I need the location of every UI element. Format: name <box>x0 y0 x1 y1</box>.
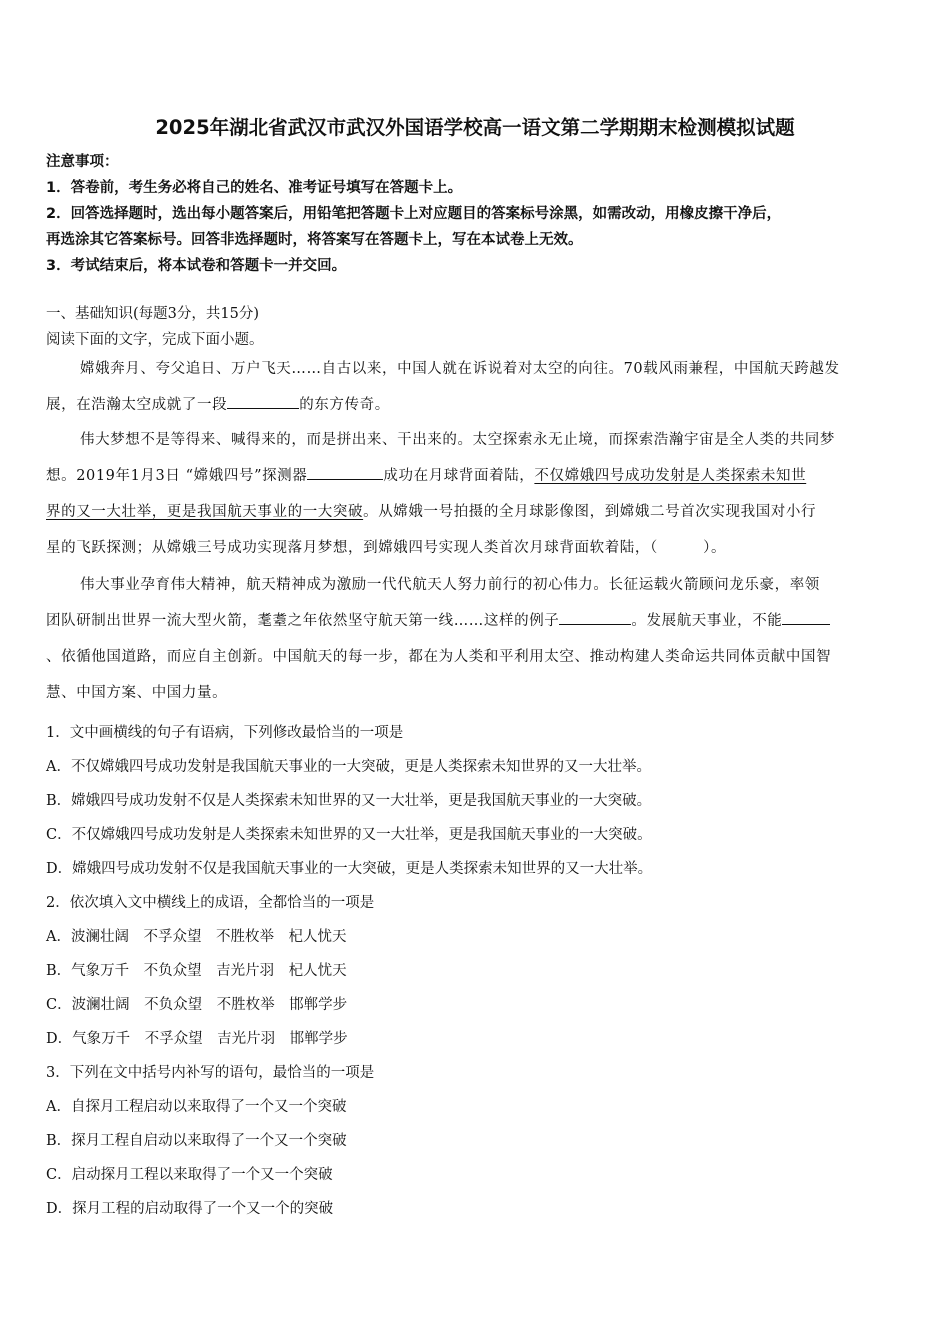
section-heading: 一、基础知识(每题3分，共15分) <box>46 306 259 322</box>
fill-blank-2 <box>307 465 383 480</box>
question-3-stem: 3．下列在文中括号内补写的语句，最恰当的一项是 <box>46 1065 375 1081</box>
question-1-option-c: C．不仅嫦娥四号成功发射是人类探索未知世界的又一大壮举，更是我国航天事业的一大突破。 <box>46 827 652 843</box>
underlined-sentence: 界的又一大壮举，更是我国航天事业的一大突破 <box>46 504 364 520</box>
passage-text: 伟大梦想不是等得来、喊得来的，而是拼出来、干出来的。太空探索永无止境，而探索浩瀚宇宙是全人类的共同梦 <box>80 432 835 448</box>
section-instruction: 阅读下面的文字，完成下面小题。 <box>46 332 264 348</box>
passage-paragraph-1 <box>46 351 906 423</box>
question-3-option-b: B．探月工程自启动以来取得了一个又一个突破 <box>46 1133 347 1149</box>
question-3-option-a: A．自探月工程启动以来取得了一个又一个突破 <box>46 1099 347 1115</box>
passage-text: 伟大事业孕育伟大精神，航天精神成为激励一代代航天人努力前行的初心伟力。长征运载火箭顾问龙乐豪，率领 <box>80 577 820 593</box>
passage-text: 星的飞跃探测；从嫦娥三号成功实现落月梦想，到嫦娥四号实现人类首次月球背面软着陆，（ ）。 <box>46 540 727 556</box>
question-2-option-c: C．波澜壮阔 不负众望 不胜枚举 邯郸学步 <box>46 997 348 1013</box>
fill-blank-4 <box>782 610 830 625</box>
question-1-stem: 1．文中画横线的句子有语病，下列修改最恰当的一项是 <box>46 725 404 741</box>
notice-heading: 注意事项： <box>46 154 119 170</box>
passage-paragraph-2 <box>46 422 906 566</box>
question-2-option-b: B．气象万千 不负众望 吉光片羽 杞人忧天 <box>46 963 347 979</box>
passage-text: 嫦娥奔月、夸父追日、万户飞天……自古以来，中国人就在诉说着对太空的向往。70载风雨兼程，中国航天跨越发 <box>80 361 840 377</box>
passage-text: 。从嫦娥一号拍摄的全月球影像图，到嫦娥二号首次实现我国对小行 <box>363 504 817 520</box>
notice-item-2a: 2．回答选择题时，选出每小题答案后，用铅笔把答题卡上对应题目的答案标号涂黑，如需改动，用橡皮擦干净后， <box>46 206 782 222</box>
notice-item-1: 1．答卷前，考生务必将自己的姓名、准考证号填写在答题卡上。 <box>46 180 463 196</box>
fill-blank-3 <box>559 610 631 625</box>
passage-text: 展，在浩瀚太空成就了一段 <box>46 397 228 413</box>
question-2-stem: 2．依次填入文中横线上的成语，全都恰当的一项是 <box>46 895 375 911</box>
notice-item-2b: 再选涂其它答案标号。回答非选择题时，将答案写在答题卡上，写在本试卷上无效。 <box>46 232 583 248</box>
page-title: 2025年湖北省武汉市武汉外国语学校高一语文第二学期期末检测模拟试题 <box>155 116 795 139</box>
question-1-option-a: A．不仅嫦娥四号成功发射是我国航天事业的一大突破，更是人类探索未知世界的又一大壮举。 <box>46 759 651 775</box>
underlined-sentence: 不仅嫦娥四号成功发射是人类探索未知世 <box>534 468 807 484</box>
notice-item-3: 3．考试结束后，将本试卷和答题卡一并交回。 <box>46 258 347 274</box>
passage-text: 成功在月球背面着陆， <box>383 468 535 484</box>
passage-text: 的东方传奇。 <box>299 397 390 413</box>
passage-text: 慧、中国方案、中国力量。 <box>46 685 228 701</box>
question-1-option-d: D．嫦娥四号成功发射不仅是我国航天事业的一大突破，更是人类探索未知世界的又一大壮举。 <box>46 861 653 877</box>
passage-text: 、依循他国道路，而应自主创新。中国航天的每一步，都在为人类和平利用太空、推动构建人类命运共同体贡献中国智 <box>46 649 832 665</box>
question-2-option-a: A．波澜壮阔 不孚众望 不胜枚举 杞人忧天 <box>46 929 347 945</box>
fill-blank-1 <box>227 394 299 409</box>
passage-text: 团队研制出世界一流大型火箭，耄耋之年依然坚守航天第一线……这样的例子 <box>46 613 560 629</box>
question-1-option-b: B．嫦娥四号成功发射不仅是人类探索未知世界的又一大壮举，更是我国航天事业的一大突破。 <box>46 793 652 809</box>
passage-text: 想。2019年1月3日 “嫦娥四号”探测器 <box>46 468 308 484</box>
question-3-option-c: C．启动探月工程以来取得了一个又一个突破 <box>46 1167 333 1183</box>
question-3-option-d: D．探月工程的启动取得了一个又一个的突破 <box>46 1201 334 1217</box>
passage-text: 。发展航天事业，不能 <box>631 613 783 629</box>
question-2-option-d: D．气象万千 不孚众望 吉光片羽 邯郸学步 <box>46 1031 348 1047</box>
passage-paragraph-3 <box>46 567 906 711</box>
